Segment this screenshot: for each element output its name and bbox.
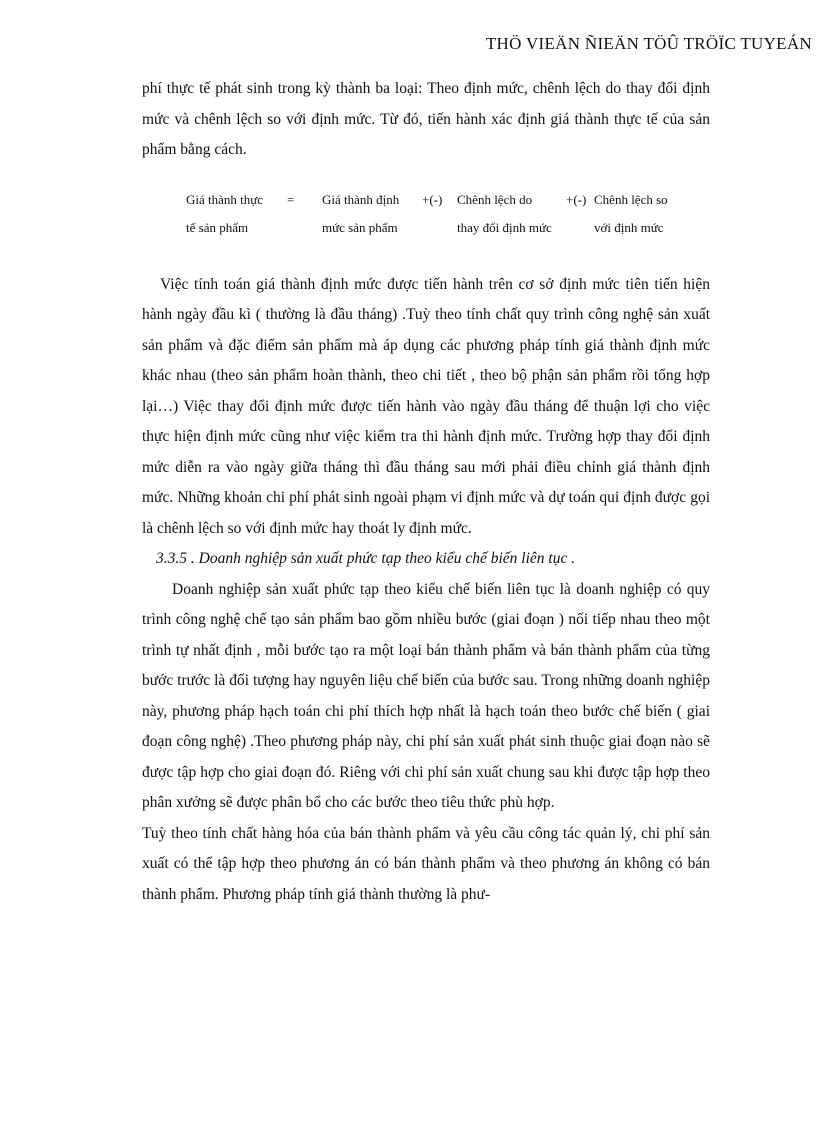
formula-term-actual-cost: Giá thành thực tế sản phẩm	[186, 191, 264, 235]
formula-term-standard-variance: Chênh lệch so với định mức	[594, 191, 668, 235]
formula-operator-2: +(-)	[566, 191, 587, 207]
formula-term-change-variance: Chênh lệch do thay đổi định mức	[457, 191, 552, 235]
section-heading: 3.3.5 . Doanh nghiệp sản xuất phức tạp theo kiểu chế biến liên tục .	[156, 550, 576, 567]
formula-term-standard-cost: Giá thành định mức sản phẩm	[322, 191, 400, 235]
paragraph-continuous-processing: Doanh nghiệp sản xuất phức tạp theo kiểu chế biến liên tục là doanh nghiệp có quy trình công nghệ chế tạo sản phẩm bao gồm nhiều bước (giai đoạn ) nối tiếp nhau theo một trình tự nhất định , mỗi bước tạo ra một loại bán thành phẩm và bán thành phẩm của từng bước trước là đối tượng hay nguyên liệu chế biến của bước sau. Trong những doanh nghiệp này, phương pháp hạch toán chi phí thích hợp nhất là hạch toán theo bước chế biến ( giai đoạn công nghệ) .Theo phương pháp này, chi phí sản xuất phát sinh thuộc giai đoạn nào sẽ được tập hợp cho giai đoạn đó. Riêng với chi phí sản xuất chung sau khi được tập hợp theo phân xưởng sẽ được phân bổ cho các bước theo tiêu thức phù hợp.	[142, 580, 710, 811]
paragraph-intro: phí thực tế phát sinh trong kỳ thành ba loại: Theo định mức, chênh lệch do thay đổi định mức và chênh lệch so với định mức. Từ đó, tiến hành xác định giá thành thực tế của sản phẩm bằng cách.	[142, 80, 710, 158]
page-header: THÖ VIEÄN ÑIEÄN TÖÛ TRÖÏC TUYEÁN	[485, 34, 812, 53]
document-body	[142, 74, 710, 910]
formula-equals: =	[287, 191, 295, 207]
cost-formula	[142, 186, 710, 242]
paragraph-cost-methods: Tuỳ theo tính chất hàng hóa của bán thành phẩm và yêu cầu công tác quản lý, chi phí sản xuất có thể tập hợp theo phương án có bán thành phẩm và theo phương án không có bán thành phẩm. Phương pháp tính giá thành thường là phư-	[142, 824, 710, 903]
paragraph-standard-cost: Việc tính toán giá thành định mức được tiến hành trên cơ sở định mức tiên tiến hiện hành ngày đầu kì ( thường là đầu tháng) .Tuỳ theo tính chất quy trình công nghệ sản xuất sản phẩm và đặc điểm sản phẩm mà áp dụng các phương pháp tính giá thành định mức khác nhau (theo sản phẩm hoàn thành, theo chi tiết , theo bộ phận sản phẩm rồi tổng hợp lại…) Việc thay đổi định mức được tiến hành vào ngày đầu tháng để thuận lợi cho việc thực hiện định mức cũng như việc kiểm tra thi hành định mức. Trường hợp thay đổi định mức diễn ra vào ngày giữa tháng thì đầu tháng sau mới phải điều chỉnh giá thành định mức. Những khoản chi phí phát sinh ngoài phạm vi định mức và dự toán qui định được gọi là chênh lệch so với định mức hay thoát ly định mức.	[142, 275, 710, 537]
formula-operator-1: +(-)	[422, 191, 443, 207]
